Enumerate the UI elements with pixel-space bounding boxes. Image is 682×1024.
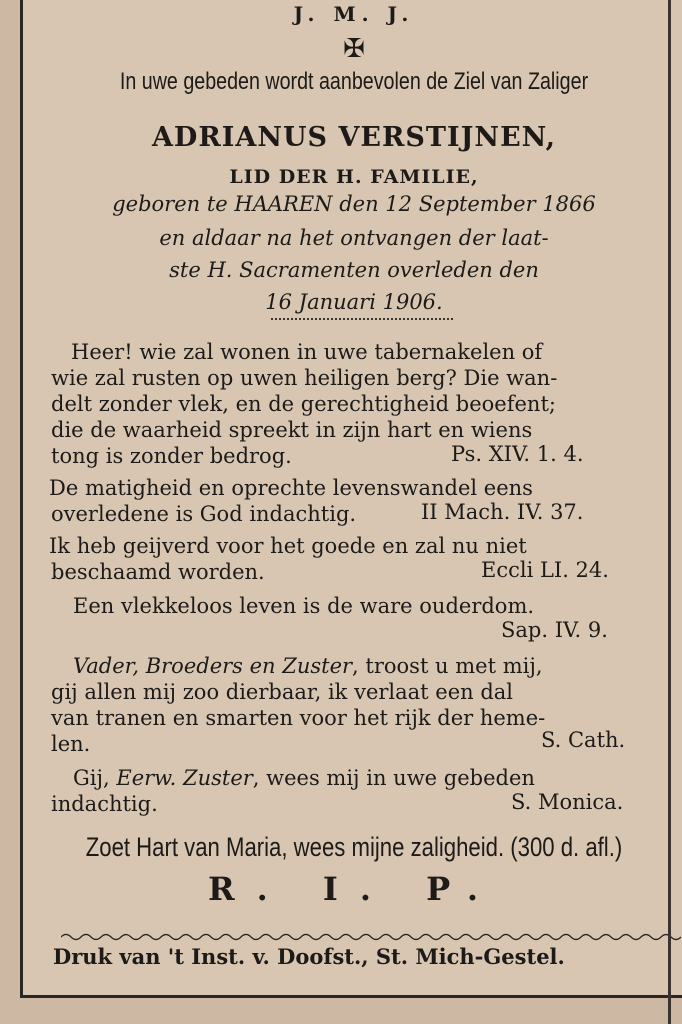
scripture-ref: S. Cath.: [541, 728, 626, 752]
verse-line: indachtig.: [51, 792, 158, 816]
family-italic: Vader, Broeders en Zuster: [73, 654, 353, 678]
verse-line: van tranen en smarten voor het rijk der heme-: [51, 706, 546, 730]
verse-line: beschaamd worden.: [51, 560, 265, 584]
verse-line: Een vlekkeloos leven is de ware ouderdom.: [73, 594, 535, 618]
bio-line: 16 Januari 1906.: [265, 290, 443, 314]
verse-line: overledene is God indachtig.: [51, 502, 357, 526]
verse-line: die de waarheid spreekt in zijn hart en wiens: [51, 418, 533, 442]
verse-line: Gij, Eerw. Zuster, wees mij in uwe gebeden: [73, 766, 535, 790]
verse-line: len.: [51, 732, 91, 756]
printer-line: Druk van 't Inst. v. Doofst., St. Mich-Gestel.: [53, 944, 565, 969]
rip-text: R. I. P.: [207, 870, 501, 908]
verse-line: Vader, Broeders en Zuster, troost u met mij,: [73, 654, 543, 678]
jmj-heading: J. M. J.: [293, 2, 415, 26]
bio-line: geboren te HAAREN den 12 September 1866: [112, 192, 596, 216]
bio-line: en aldaar na het ontvangen der laat-: [159, 226, 549, 250]
dotted-divider: [271, 318, 453, 320]
verse-line: wie zal rusten op uwen heiligen berg? Die wan-: [51, 366, 558, 390]
verse-line: gij allen mij zoo dierbaar, ik verlaat een dal: [51, 680, 514, 704]
verse-line: De matigheid en oprechte levenswandel eens: [49, 476, 533, 500]
verse-line: delt zonder vlek, en de gerechtigheid beoefent;: [51, 392, 556, 416]
cross-icon: ✠: [343, 34, 365, 64]
memorial-card: [20, 0, 682, 998]
scripture-ref: II Mach. IV. 37.: [421, 500, 584, 524]
bio-line: ste H. Sacramenten overleden den: [169, 258, 539, 282]
scripture-ref: Sap. IV. 9.: [501, 618, 608, 642]
deceased-name: ADRIANUS VERSTIJNEN,: [151, 122, 557, 153]
sister-italic: Eerw. Zuster: [116, 766, 253, 790]
scripture-ref: Eccli LI. 24.: [481, 558, 609, 582]
membership-line: LID DER H. FAMILIE,: [229, 166, 479, 188]
scripture-ref: S. Monica.: [511, 790, 624, 814]
intro-text: In uwe gebeden wordt aanbevolen de Ziel van Zaliger: [119, 68, 589, 95]
verse-line: Heer! wie zal wonen in uwe tabernakelen of: [71, 340, 543, 364]
verse-line: Ik heb geijverd voor het goede en zal nu niet: [49, 534, 527, 558]
verse-line: tong is zonder bedrog.: [51, 444, 292, 468]
closing-prayer: Zoet Hart van Maria, wees mijne zaligheid. (300 d. afl.): [85, 832, 623, 862]
scripture-ref: Ps. XIV. 1. 4.: [451, 442, 584, 466]
right-border: [668, 0, 671, 1024]
wavy-divider: [61, 932, 681, 942]
